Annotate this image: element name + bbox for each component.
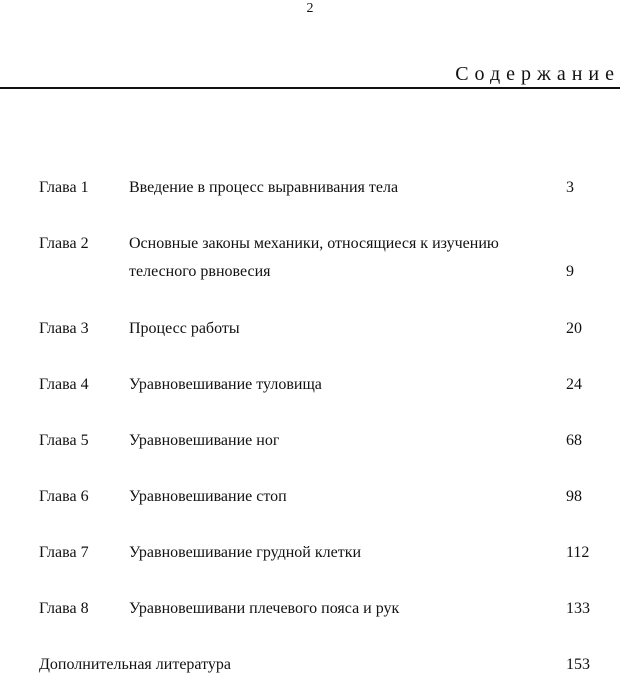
additional-literature-title: Дополнительная литература [39,656,231,673]
chapter-title: Уравновешивание грудной клетки [129,544,362,561]
chapter-title: Введение в процесс выравнивания тела [129,179,399,196]
chapter-label: Глава 3 [39,320,89,337]
chapter-title: Уравновешивание туловища [129,376,322,393]
heading-rule [0,87,620,89]
page-ref: 112 [566,544,590,561]
chapter-label: Глава 5 [39,432,89,449]
page-ref: 133 [566,600,590,617]
page-ref: 24 [566,376,582,393]
page-ref: 98 [566,488,582,505]
chapter-label: Глава 2 [39,235,89,252]
chapter-title: Основные законы механики, относящиеся к изучению телесного рвновесия [129,235,499,280]
chapter-label: Глава 8 [39,600,89,617]
page-number: 2 [306,1,314,16]
chapter-label: Глава 1 [39,179,89,196]
page-ref: 68 [566,432,582,449]
contents-heading: Содержание [455,63,620,85]
chapter-label: Глава 6 [39,488,89,505]
chapter-title: Уравновешивание ног [129,432,280,449]
chapter-label: Глава 7 [39,544,89,561]
page-ref: 153 [566,656,590,673]
page-ref: 3 [566,179,574,196]
chapter-title: Процесс работы [129,320,240,337]
page-ref: 9 [566,263,574,280]
chapter-title: Уравновешивани плечевого пояса и рук [129,600,400,617]
chapter-title: Уравновешивание стоп [129,488,287,505]
page-ref: 20 [566,320,582,337]
chapter-label: Глава 4 [39,376,89,393]
